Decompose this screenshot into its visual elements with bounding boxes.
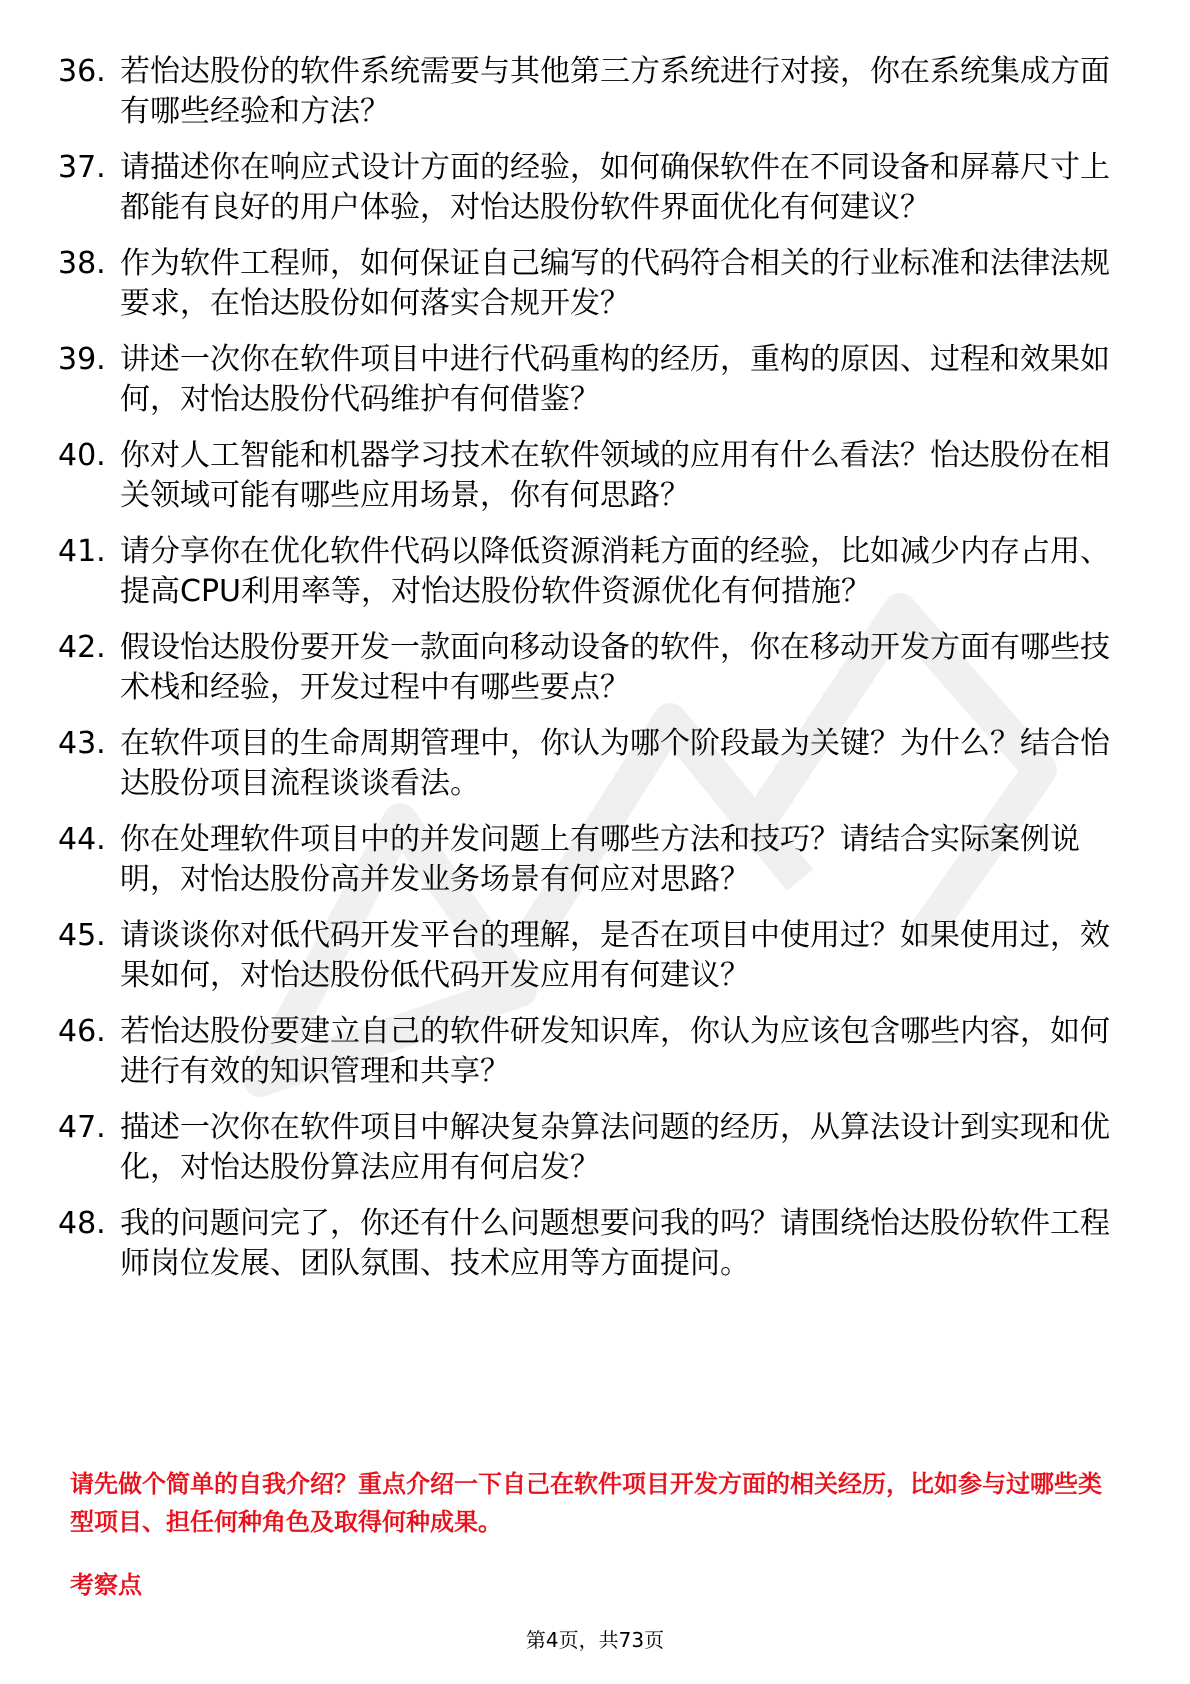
question-item [58,724,1118,804]
question-text: 假设怡达股份要开发一款面向移动设备的软件，你在移动开发方面有哪些技术栈和经验，开发过程中有哪些要点？ [120,630,1110,705]
question-item [58,820,1118,900]
question-item [58,340,1118,420]
question-item [58,436,1118,516]
question-item [58,1108,1118,1188]
section-heading: 考察点 [70,1571,142,1599]
question-number: 39. [58,342,106,377]
question-number: 38. [58,246,106,281]
question-text: 若怡达股份要建立自己的软件研发知识库，你认为应该包含哪些内容，如何进行有效的知识管理和共享？ [120,1014,1110,1089]
question-number: 46. [58,1014,106,1049]
question-item [58,52,1118,132]
question-item [58,1204,1118,1284]
page-footer: 第4页，共73页 [525,1628,665,1652]
question-number: 43. [58,726,106,761]
question-text: 请谈谈你对低代码开发平台的理解，是否在项目中使用过？如果使用过，效果如何，对怡达股份低代码开发应用有何建议？ [120,918,1110,993]
question-text: 我的问题问完了，你还有什么问题想要问我的吗？请围绕怡达股份软件工程师岗位发展、团队氛围、技术应用等方面提问。 [120,1206,1110,1281]
question-number: 41. [58,534,106,569]
question-number: 45. [58,918,106,953]
question-number: 37. [58,150,106,185]
question-number: 36. [58,54,106,89]
question-text: 若怡达股份的软件系统需要与其他第三方系统进行对接，你在系统集成方面有哪些经验和方法？ [120,54,1110,129]
question-item [58,916,1118,996]
question-text: 在软件项目的生命周期管理中，你认为哪个阶段最为关键？为什么？结合怡达股份项目流程谈谈看法。 [120,726,1110,801]
question-item [58,244,1118,324]
question-item [58,532,1118,612]
question-text: 作为软件工程师，如何保证自己编写的代码符合相关的行业标准和法律法规要求，在怡达股份如何落实合规开发？ [120,246,1110,321]
question-item [58,1012,1118,1092]
question-number: 44. [58,822,106,857]
question-text: 讲述一次你在软件项目中进行代码重构的经历，重构的原因、过程和效果如何，对怡达股份代码维护有何借鉴？ [120,342,1110,417]
question-number: 42. [58,630,106,665]
question-number: 40. [58,438,106,473]
question-text: 请分享你在优化软件代码以降低资源消耗方面的经验，比如减少内存占用、提高CPU利用率等，对怡达股份软件资源优化有何措施？ [120,534,1110,609]
question-text: 你对人工智能和机器学习技术在软件领域的应用有什么看法？怡达股份在相关领域可能有哪些应用场景，你有何思路？ [120,438,1110,513]
question-item [58,148,1118,228]
question-list [58,52,1118,1300]
highlighted-question: 请先做个简单的自我介绍？重点介绍一下自己在软件项目开发方面的相关经历，比如参与过哪些类型项目、担任何种角色及取得何种成果。 [70,1470,1102,1536]
question-item [58,628,1118,708]
question-text: 请描述你在响应式设计方面的经验，如何确保软件在不同设备和屏幕尺寸上都能有良好的用户体验，对怡达股份软件界面优化有何建议？ [120,150,1110,225]
question-text: 你在处理软件项目中的并发问题上有哪些方法和技巧？请结合实际案例说明，对怡达股份高并发业务场景有何应对思路？ [120,822,1080,897]
question-text: 描述一次你在软件项目中解决复杂算法问题的经历，从算法设计到实现和优化，对怡达股份算法应用有何启发？ [120,1110,1110,1185]
question-number: 47. [58,1110,106,1145]
question-number: 48. [58,1206,106,1241]
